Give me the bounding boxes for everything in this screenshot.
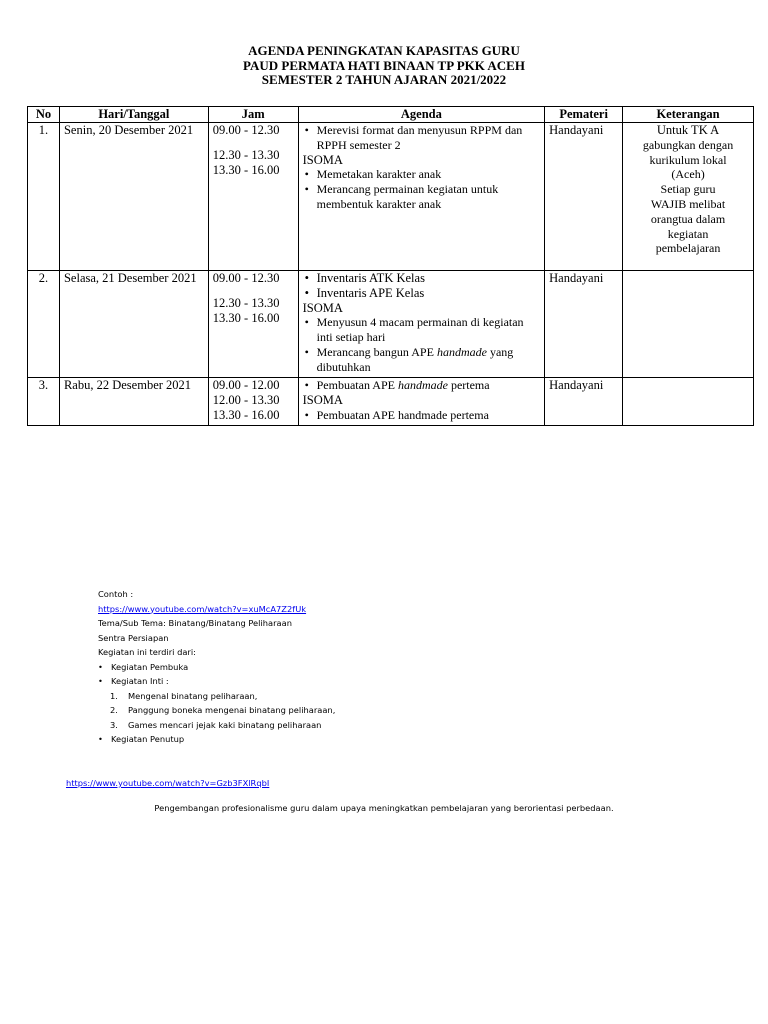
agenda-emphasis: handmade (397, 378, 448, 392)
agenda-item (303, 345, 541, 375)
agenda-text: pertema (447, 378, 490, 392)
list-text: Mengenal binatang peliharaan, (128, 690, 258, 701)
cell-pemateri: Handayani (545, 123, 623, 271)
kegiatan-text: Kegiatan ini terdiri dari: (98, 647, 196, 657)
cell-no: 1. (28, 123, 60, 271)
table-header-row (28, 107, 754, 123)
agenda-item (303, 378, 541, 393)
jam-slot: 13.30 - 16.00 (212, 407, 280, 422)
list-item (110, 703, 335, 718)
jam-slot: 13.30 - 16.00 (212, 162, 280, 177)
list-text: Panggung boneka mengenai binatang peliharaan, (128, 705, 336, 715)
list-number: 1. (110, 690, 118, 701)
agenda-item: • Merancang permainan kegiatan untuk membentuk karakter anak (303, 182, 541, 212)
jam-slot: 13.30 - 16.00 (212, 310, 280, 325)
keterangan-line: orangtua dalam (650, 211, 726, 226)
jam-slot: 12.30 - 13.30 (212, 147, 280, 162)
keterangan-line: kurikulum lokal (649, 152, 727, 167)
notes-section (98, 587, 335, 747)
agenda-item: • Pembuatan APE handmade pertema (303, 408, 541, 423)
youtube-link-2[interactable]: https://www.youtube.com/watch?v=Gzb3FXlRqbI (66, 778, 270, 788)
agenda-item: • Inventaris ATK Kelas (303, 271, 541, 286)
closing-text: Pengembangan profesionalisme guru dalam upaya meningkatkan pembelajaran yang berorientasi perbedaan. (154, 803, 614, 813)
keterangan-line: WAJIB melibat (650, 196, 726, 211)
sentra-text: Sentra Persiapan (98, 632, 169, 643)
list-text: Games mencari jejak kaki binatang peliharaan (128, 719, 322, 730)
list-item: • Kegiatan Penutup (98, 732, 335, 747)
cell-keterangan (623, 123, 754, 271)
keterangan-line: pembelajaran (655, 241, 721, 256)
header-pemateri: Pemateri (545, 107, 623, 123)
agenda-item: • Merevisi format dan menyusun RPPM dan RPPH semester 2 (303, 123, 541, 153)
jam-slot: 12.30 - 13.30 (212, 295, 280, 310)
cell-jam (208, 378, 298, 426)
link-line (66, 778, 269, 788)
agenda-text: Merancang bangun APE (316, 344, 437, 359)
table-row (28, 271, 754, 378)
agenda-text: Pembuatan APE (316, 378, 398, 392)
keterangan-line: Setiap guru (660, 182, 716, 197)
list-number: 3. (110, 719, 118, 730)
header-agenda: Agenda (298, 107, 545, 123)
keterangan-line: kegiatan (667, 226, 709, 241)
header-jam: Jam (208, 107, 298, 123)
contoh-label: Contoh : (98, 589, 134, 599)
agenda-table (27, 106, 754, 426)
agenda-emphasis: handmade (436, 344, 487, 359)
cell-hari-tanggal: Selasa, 21 Desember 2021 (59, 271, 208, 378)
agenda-item: • Menyusun 4 macam permainan di kegiatan inti setiap hari (303, 315, 541, 345)
cell-keterangan (623, 271, 754, 378)
cell-pemateri: Handayani (545, 271, 623, 378)
cell-no: 2. (28, 271, 60, 378)
table-row (28, 378, 754, 426)
isoma-label: ISOMA (302, 152, 343, 167)
list-item (110, 718, 335, 733)
cell-agenda (298, 271, 545, 378)
document-title (0, 44, 768, 88)
agenda-text: yang dibutuhkan (316, 344, 514, 374)
list-number: 2. (110, 705, 118, 715)
list-item: • Kegiatan Pembuka (98, 660, 335, 675)
jam-slot: 09.00 - 12.30 (212, 123, 280, 137)
agenda-item: • Memetakan karakter anak (303, 167, 541, 182)
jam-slot: 09.00 - 12.00 (212, 378, 280, 392)
cell-hari-tanggal: Senin, 20 Desember 2021 (59, 123, 208, 271)
table-row (28, 123, 754, 271)
cell-no: 3. (28, 378, 60, 426)
isoma-label: ISOMA (302, 392, 343, 407)
list-item: • Kegiatan Inti : (98, 674, 335, 689)
isoma-label: ISOMA (302, 300, 343, 315)
title-line-2: PAUD PERMATA HATI BINAAN TP PKK ACEH (243, 57, 525, 73)
cell-pemateri: Handayani (545, 378, 623, 426)
tema-text: Tema/Sub Tema: Binatang/Binatang Peliharaan (98, 618, 292, 628)
cell-jam (208, 123, 298, 271)
jam-slot: 09.00 - 12.30 (212, 271, 280, 285)
cell-jam (208, 271, 298, 378)
cell-agenda (298, 123, 545, 271)
cell-keterangan (623, 378, 754, 426)
keterangan-line: Untuk TK A (656, 123, 720, 137)
jam-slot: 12.00 - 13.30 (212, 392, 280, 407)
header-no: No (28, 107, 60, 123)
youtube-link-1[interactable]: https://www.youtube.com/watch?v=xuMcA7Z2fUk (98, 603, 307, 614)
cell-hari-tanggal: Rabu, 22 Desember 2021 (59, 378, 208, 426)
title-line-3: SEMESTER 2 TAHUN AJARAN 2021/2022 (261, 72, 507, 87)
list-item (110, 689, 335, 704)
keterangan-line: gabungkan dengan (642, 137, 734, 152)
header-hari-tanggal: Hari/Tanggal (59, 107, 208, 123)
header-keterangan: Keterangan (623, 107, 754, 123)
title-line-1: AGENDA PENINGKATAN KAPASITAS GURU (248, 43, 520, 58)
agenda-item: • Inventaris APE Kelas (303, 286, 541, 301)
cell-agenda (298, 378, 545, 426)
keterangan-line: (Aceh) (671, 167, 705, 182)
